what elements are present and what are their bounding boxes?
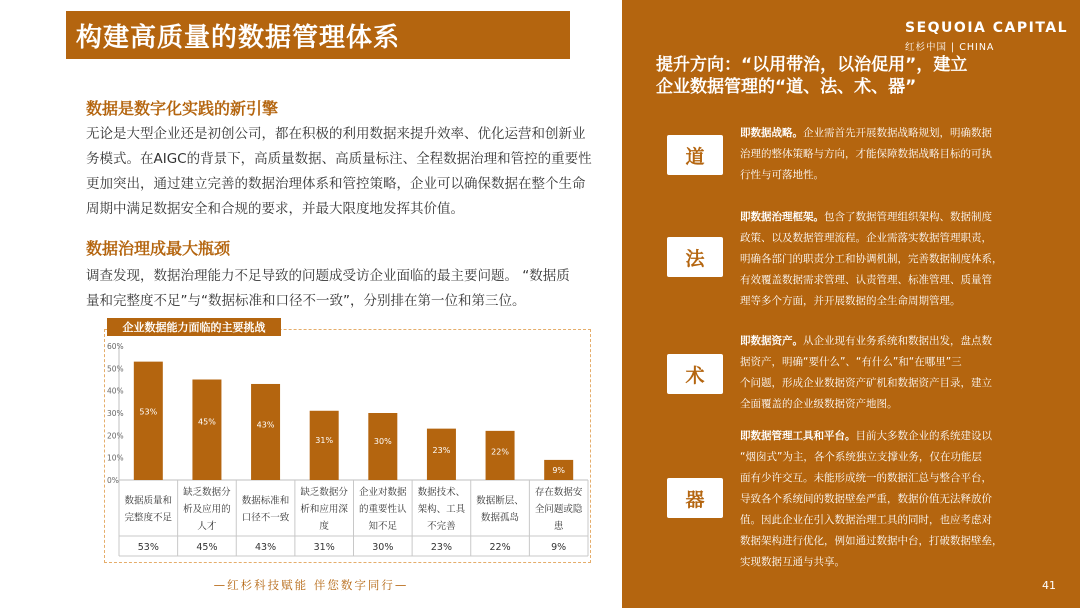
desc-fa	[740, 207, 1022, 312]
desc-shu-line: 个问题，形成企业数据资产矿机和数据资产目录，建立	[740, 377, 992, 389]
table-value-cell: 45%	[196, 542, 218, 553]
desc-fa-lead: 即数据治理框架。	[740, 211, 824, 223]
section2-body	[86, 264, 596, 314]
bar-data-label: 43%	[256, 420, 275, 430]
desc-qi-lead: 即数据管理工具和平台。	[740, 430, 856, 442]
section1-title: 数据是数字化实践的新引擎	[86, 99, 279, 118]
desc-qi-line: “烟囱式”为主，各个系统独立支撑业务，仅在功能层	[740, 451, 982, 463]
bar	[192, 380, 221, 481]
x-category-label: 数据质量和	[124, 495, 173, 507]
bar	[251, 384, 280, 480]
section1-line: 更加突出，通过建立完善的数据治理体系和管控策略，企业可以确保数据在整个生命	[86, 176, 586, 192]
bar-data-label: 31%	[315, 435, 334, 445]
right-heading-line2: 企业数据管理的“道、法、术、器”	[656, 77, 917, 97]
x-category-label: 人才	[197, 521, 217, 532]
desc-fa-line: 理等多个方面，并开展数据的全生命周期管理。	[740, 295, 961, 307]
x-category-label: 患	[553, 521, 564, 532]
desc-qi-line: 导致各个系统间的数据壁垒严重，数据价值无法释放价	[740, 493, 992, 505]
bar	[368, 413, 397, 480]
footer-slogan: —红杉科技赋能 伴您数字同行—	[213, 578, 409, 592]
x-category-label: 数据断层、	[476, 495, 524, 507]
desc-qi-line: 目前大多数企业的系统建设以	[855, 430, 992, 442]
table-value-cell: 30%	[372, 542, 394, 553]
section1-body	[86, 122, 596, 222]
table-value-cell: 23%	[430, 542, 452, 553]
y-tick-label: 50%	[107, 364, 124, 374]
bar-data-label: 53%	[139, 407, 158, 417]
desc-fa-line: 有效覆盖数据需求管理、认责管理、标准管理、质量管	[740, 274, 992, 286]
x-category-label: 数据标准和	[241, 495, 290, 507]
desc-dao-line: 行性与可落地性。	[740, 169, 824, 181]
desc-dao-lead: 即数据战略。	[740, 127, 803, 139]
x-category-label: 缺乏数据分	[183, 487, 231, 498]
x-category-label: 全问题或隐	[534, 504, 583, 515]
desc-dao	[740, 123, 1022, 186]
bar	[134, 362, 163, 480]
bar-data-label: 22%	[491, 447, 509, 457]
chart-frame	[104, 329, 591, 563]
y-tick-label: 30%	[107, 409, 124, 418]
page-number: 41	[1042, 579, 1056, 592]
section1-line: 务模式。在AIGC的背景下，高质量数据、高质量标注、全程数据治理和管控的重要性	[86, 151, 592, 167]
desc-qi-line: 数据架构进行优化，例如通过数据中台，打破数据壁垒，	[740, 535, 1003, 547]
desc-dao-line: 企业需首先开展数据战略规划，明确数据	[803, 127, 992, 139]
x-category-label: 缺乏数据分	[300, 487, 348, 498]
x-category-label: 数据技术、	[417, 487, 466, 498]
y-tick-label: 60%	[107, 342, 124, 351]
x-category-label: 口径不一致	[241, 512, 290, 524]
desc-fa-line: 明确各部门的职责分工和协调机制，完善数据制度体系，	[740, 253, 1003, 265]
desc-shu-line: 从企业现有业务系统和数据出发，盘点数	[803, 335, 992, 347]
table-value-cell: 31%	[313, 542, 335, 553]
section1-line: 无论是大型企业还是初创公司，都在积极的利用数据来提升效率、优化运营和创新业	[86, 126, 586, 142]
page-title: 构建高质量的数据管理体系	[76, 22, 401, 53]
chart-title: 企业数据能力面临的主要挑战	[107, 318, 281, 336]
right-heading	[656, 54, 1056, 98]
desc-shu-line: 据资产，明确“要什么”、“有什么”和“在哪里”三	[740, 356, 962, 368]
y-tick-label: 40%	[107, 386, 124, 396]
badge-fa: 法	[667, 237, 723, 277]
table-value-cell: 53%	[137, 542, 159, 553]
title-bar	[66, 11, 570, 59]
desc-shu-lead: 即数据资产。	[740, 335, 803, 347]
bar-data-label: 9%	[552, 465, 566, 475]
x-category-label: 存在数据安	[534, 487, 583, 498]
badge-qi: 器	[667, 478, 723, 518]
section2-title: 数据治理成最大瓶颈	[86, 239, 231, 258]
badge-shu: 术	[667, 354, 723, 394]
x-category-label: 企业对数据	[359, 487, 407, 498]
x-category-label: 不完善	[427, 521, 456, 532]
section2-line: 量和完整度不足”与“数据标准和口径不一致”，分别排在第一位和第三位。	[86, 293, 526, 309]
x-category-label: 析和应用深	[300, 504, 348, 515]
y-tick-label: 10%	[107, 453, 124, 463]
y-tick-label: 0%	[107, 476, 119, 485]
table-value-cell: 43%	[255, 542, 277, 553]
x-category-label: 数据孤岛	[481, 512, 520, 524]
bar-chart	[105, 330, 590, 562]
section1-line: 周期中满足数据安全和合规的要求，并最大限度地发挥其价值。	[86, 201, 464, 217]
desc-qi-line: 值。因此企业在引入数据治理工具的同时，也应考虑对	[740, 514, 992, 526]
x-category-label: 知不足	[368, 521, 398, 532]
right-heading-line1: 提升方向：“以用带治，以治促用”，建立	[656, 55, 968, 75]
bar-data-label: 23%	[432, 446, 451, 456]
section2-line: 调查发现，数据治理能力不足导致的问题成受访企业面临的最主要问题。 “数据质	[86, 268, 570, 284]
bar-data-label: 45%	[198, 417, 216, 427]
desc-qi-line: 实现数据互通与共享。	[740, 556, 845, 568]
x-category-label: 度	[319, 521, 329, 532]
table-value-cell: 22%	[489, 542, 511, 553]
logo-line2: 红杉中国 | CHINA	[905, 42, 995, 53]
x-category-label: 析及应用的	[183, 504, 231, 515]
bar-data-label: 30%	[373, 437, 392, 447]
sequoia-logo	[905, 20, 1068, 53]
bar	[310, 411, 339, 480]
x-category-label: 完整度不足	[124, 512, 173, 524]
x-category-label: 的重要性认	[359, 504, 407, 515]
table-value-cell: 9%	[551, 542, 567, 553]
desc-fa-line: 政策、以及数据管理流程。企业需落实数据管理职责，	[740, 232, 992, 244]
desc-qi-line: 面有少许交互。未能形成统一的数据汇总与整合平台，	[740, 472, 992, 484]
badge-dao: 道	[667, 135, 723, 175]
logo-line1: SEQUOIA CAPITAL	[905, 20, 1069, 36]
x-category-label: 架构、工具	[417, 504, 466, 515]
desc-shu	[740, 331, 1022, 415]
desc-qi	[740, 426, 1022, 573]
desc-fa-line: 包含了数据管理组织架构、数据制度	[824, 211, 992, 223]
y-tick-label: 20%	[107, 431, 124, 441]
desc-shu-line: 全面覆盖的企业级数据资产地图。	[740, 398, 898, 410]
desc-dao-line: 治理的整体策略与方向，才能保障数据战略目标的可执	[740, 148, 992, 160]
